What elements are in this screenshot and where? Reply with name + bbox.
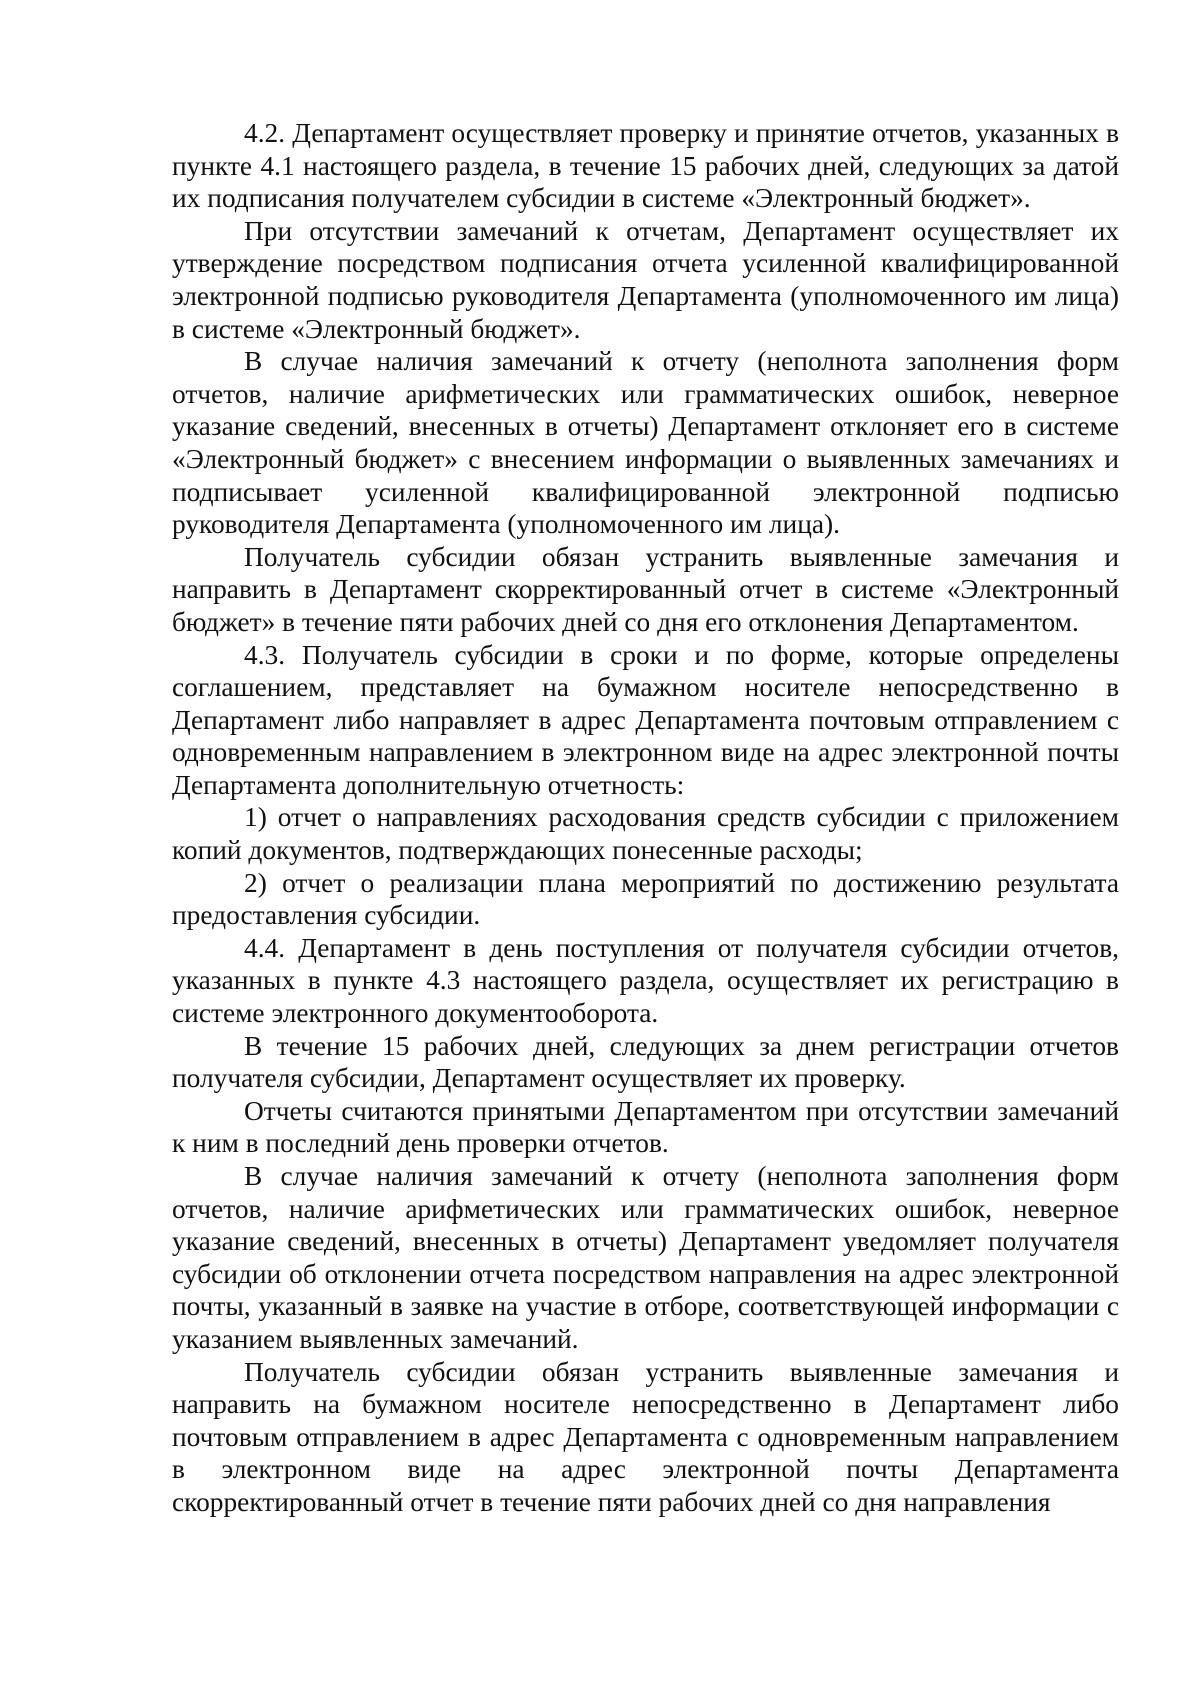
paragraph-4-3: 4.3. Получатель субсидии в сроки и по форме, которые определены соглашением, представляет на бумажном носителе непосредственно в Департамент либо направляет в адрес Департамента почтовым отправлением с одновременным направлением в электронном виде на адрес электронной почты Департамента дополнительную отчетность: — [172, 639, 1119, 800]
paragraph-review-period: В течение 15 рабочих дней, следующих за днем регистрации отчетов получателя субсидии, Департамент осуществляет их проверку. — [172, 1030, 1119, 1094]
document-body — [172, 117, 1119, 1519]
paragraph-corrected-report-submission: Получатель субсидии обязан устранить выявленные замечания и направить на бумажном носителе непосредственно в Департамент либо почтовым отправлением в адрес Департамента с одновременным направлением в электронном виде на адрес электронной почты Департамента скорректированный отчет в течение пяти рабочих дней со дня направления — [172, 1356, 1119, 1517]
paragraph-reports-accepted: Отчеты считаются принятыми Департаментом при отсутствии замечаний к ним в последний день проверки отчетов. — [172, 1095, 1119, 1159]
list-item-2: 2) отчет о реализации плана мероприятий по достижению результата предоставления субсидии. — [172, 867, 1119, 931]
list-item-1: 1) отчет о направлениях расходования средств субсидии с приложением копий документов, подтверждающих понесенные расходы; — [172, 802, 1119, 866]
paragraph-approval-no-remarks: При отсутствии замечаний к отчетам, Департамент осуществляет их утверждение посредством подписания отчета усиленной квалифицированной электронной подписью руководителя Департамента (уполномоченного им лица) в системе «Электронный бюджет». — [172, 215, 1119, 344]
paragraph-4-2: 4.2. Департамент осуществляет проверку и принятие отчетов, указанных в пункте 4.1 настоящего раздела, в течение 15 рабочих дней, следующих за датой их подписания получателем субсидии в системе «Электронный бюджет». — [172, 118, 1119, 214]
paragraph-4-4: 4.4. Департамент в день поступления от получателя субсидии отчетов, указанных в пункте 4.3 настоящего раздела, осуществляет их регистрацию в системе электронного документооборота. — [172, 932, 1119, 1029]
paragraph-notification-of-rejection: В случае наличия замечаний к отчету (неполнота заполнения форм отчетов, наличие арифметических или грамматических ошибок, неверное указание сведений, внесенных в отчеты) Департамент уведомляет получателя субсидии об отклонении отчета посредством направления на адрес электронной почты, указанный в заявке на участие в отборе, соответствующей информации с указанием выявленных замечаний. — [172, 1161, 1119, 1354]
paragraph-rejection-with-remarks: В случае наличия замечаний к отчету (неполнота заполнения форм отчетов, наличие арифметических или грамматических ошибок, неверное указание сведений, внесенных в отчеты) Департамент отклоняет его в системе «Электронный бюджет» с внесением информации о выявленных замечаниях и подписывает усиленной квалифицированной электронной подписью руководителя Департамента (уполномоченного им лица). — [172, 346, 1119, 540]
paragraph-recipient-correction: Получатель субсидии обязан устранить выявленные замечания и направить в Департамент скорректированный отчет в системе «Электронный бюджет» в течение пяти рабочих дней со дня его отклонения Департаментом. — [172, 541, 1119, 637]
